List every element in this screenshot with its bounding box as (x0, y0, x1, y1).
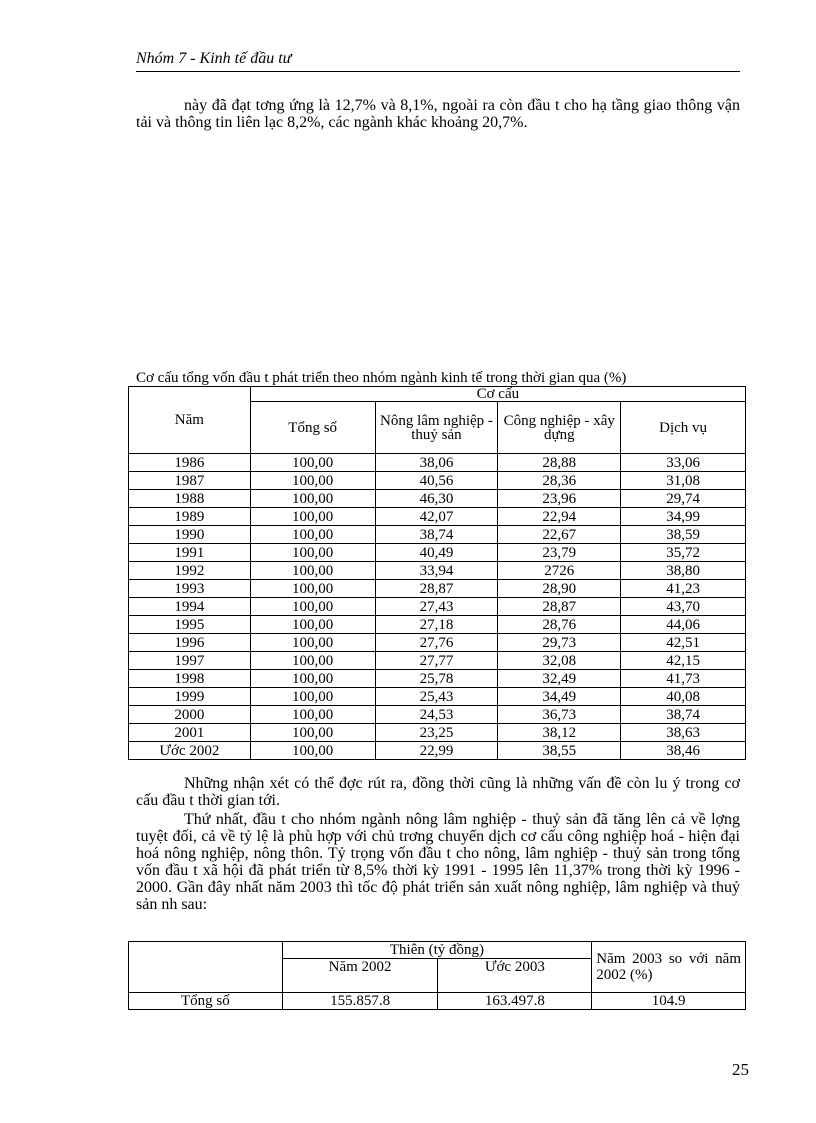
cell-year: 1997 (129, 652, 251, 670)
table-row (129, 634, 746, 652)
cell-agri: 25,43 (375, 688, 498, 706)
cell-industry: 2726 (498, 562, 621, 580)
cell-total: 100,00 (250, 454, 375, 472)
cell-total: 100,00 (250, 562, 375, 580)
cell-industry: 28,87 (498, 598, 621, 616)
cell-agri: 38,06 (375, 454, 498, 472)
cell-total: 100,00 (250, 598, 375, 616)
col-group-header: Cơ cấu (250, 387, 745, 402)
table-row (129, 526, 746, 544)
cell-agri: 42,07 (375, 508, 498, 526)
cell-service: 33,06 (621, 454, 746, 472)
cell-agri: 40,56 (375, 472, 498, 490)
cell-total: 100,00 (250, 634, 375, 652)
cell-agri: 22,99 (375, 742, 498, 760)
cell-total: 100,00 (250, 490, 375, 508)
t2-val-2003: 163.497.8 (438, 993, 592, 1010)
cell-year: 1987 (129, 472, 251, 490)
table-row (129, 544, 746, 562)
cell-year: 1989 (129, 508, 251, 526)
cell-year: 1991 (129, 544, 251, 562)
cell-total: 100,00 (250, 472, 375, 490)
col-total-header: Tổng số (250, 402, 375, 454)
cell-year: 1998 (129, 670, 251, 688)
table-row (129, 562, 746, 580)
table-row (129, 670, 746, 688)
cell-year: 1994 (129, 598, 251, 616)
table-row (129, 598, 746, 616)
cell-total: 100,00 (250, 616, 375, 634)
cell-agri: 24,53 (375, 706, 498, 724)
cell-service: 40,08 (621, 688, 746, 706)
cell-agri: 38,74 (375, 526, 498, 544)
cell-agri: 27,76 (375, 634, 498, 652)
cell-service: 42,51 (621, 634, 746, 652)
col-agri-header: Nông lâm nghiệp - thuỷ sản (375, 402, 498, 454)
cell-industry: 28,76 (498, 616, 621, 634)
production-table (128, 941, 746, 1010)
t2-val-2002: 155.857.8 (282, 993, 438, 1010)
table-row (129, 472, 746, 490)
cell-industry: 22,67 (498, 526, 621, 544)
t2-row-label: Tổng số (129, 993, 283, 1010)
t2-ratio-header: Năm 2003 so với năm 2002 (%) (592, 942, 746, 993)
cell-service: 38,63 (621, 724, 746, 742)
cell-total: 100,00 (250, 706, 375, 724)
t2-group-header: Thiên (tỷ đồng) (282, 942, 592, 959)
cell-industry: 32,08 (498, 652, 621, 670)
cell-total: 100,00 (250, 742, 375, 760)
cell-service: 38,59 (621, 526, 746, 544)
cell-agri: 28,87 (375, 580, 498, 598)
cell-agri: 40,49 (375, 544, 498, 562)
cell-total: 100,00 (250, 652, 375, 670)
cell-industry: 28,36 (498, 472, 621, 490)
cell-year: 2000 (129, 706, 251, 724)
cell-total: 100,00 (250, 544, 375, 562)
cell-industry: 36,73 (498, 706, 621, 724)
cell-agri: 27,43 (375, 598, 498, 616)
col-service-header: Dịch vụ (621, 402, 746, 454)
cell-year: 1996 (129, 634, 251, 652)
cell-industry: 22,94 (498, 508, 621, 526)
investment-structure-table (128, 386, 746, 760)
cell-service: 43,70 (621, 598, 746, 616)
cell-year: 1990 (129, 526, 251, 544)
cell-agri: 27,18 (375, 616, 498, 634)
table-row (129, 652, 746, 670)
cell-year: 1986 (129, 454, 251, 472)
cell-year: 1992 (129, 562, 251, 580)
t2-2003-header: Ước 2003 (438, 959, 592, 993)
para-first-point: Thứ nhất, đầu t cho nhóm ngành nông lâm nghiệp - thuỷ sản đã tăng lên cả về lợng tuyệt đối, cả về tỷ lệ là phù hợp với chủ trơng chuyển dịch cơ cấu công nghiệp hoá - hiện đại hoá nông nghiệp, nông thôn. Tỷ trọng vốn đầu t cho nông, lâm nghiệp - thuỷ sản trong tổng vốn đầu t xã hội đã phát triển từ 8,5% thời kỳ 1991 - 1995 lên 11,37% trong thời kỳ 1996 - 2000. Gần đây nhất năm 2003 thì tốc độ phát triển sản xuất nông nghiệp, lâm nghiệp và thuỷ sản nh sau: (136, 811, 740, 913)
cell-service: 38,46 (621, 742, 746, 760)
table-row (129, 742, 746, 760)
cell-year: 1995 (129, 616, 251, 634)
cell-year: 1993 (129, 580, 251, 598)
table-row (129, 706, 746, 724)
cell-service: 38,80 (621, 562, 746, 580)
table-row (129, 490, 746, 508)
cell-total: 100,00 (250, 670, 375, 688)
cell-industry: 34,49 (498, 688, 621, 706)
cell-year: 1999 (129, 688, 251, 706)
para-observations: Những nhận xét có thể đợc rút ra, đồng thời cũng là những vấn đề còn lu ý trong cơ cấu đầu t thời gian tới. (136, 775, 740, 809)
cell-agri: 33,94 (375, 562, 498, 580)
table-row (129, 508, 746, 526)
t2-blank-header (129, 942, 283, 993)
cell-service: 29,74 (621, 490, 746, 508)
cell-service: 34,99 (621, 508, 746, 526)
cell-service: 41,73 (621, 670, 746, 688)
cell-industry: 28,88 (498, 454, 621, 472)
cell-industry: 28,90 (498, 580, 621, 598)
cell-total: 100,00 (250, 688, 375, 706)
cell-industry: 38,55 (498, 742, 621, 760)
table-row (129, 454, 746, 472)
cell-service: 31,08 (621, 472, 746, 490)
cell-industry: 29,73 (498, 634, 621, 652)
cell-agri: 23,25 (375, 724, 498, 742)
page-header: Nhóm 7 - Kinh tế đầu tư (136, 50, 740, 72)
cell-total: 100,00 (250, 508, 375, 526)
table-row (129, 724, 746, 742)
cell-year: 1988 (129, 490, 251, 508)
cell-year: Ước 2002 (129, 742, 251, 760)
table1-caption: Cơ cấu tổng vốn đầu t phát triển theo nhóm ngành kinh tế trong thời gian qua (%) (136, 370, 627, 386)
table-row (129, 688, 746, 706)
col-year-header: Năm (129, 387, 251, 454)
cell-industry: 32,49 (498, 670, 621, 688)
cell-total: 100,00 (250, 526, 375, 544)
cell-service: 42,15 (621, 652, 746, 670)
cell-agri: 27,77 (375, 652, 498, 670)
t2-val-ratio: 104.9 (592, 993, 746, 1010)
cell-service: 41,23 (621, 580, 746, 598)
cell-total: 100,00 (250, 580, 375, 598)
t2-2002-header: Năm 2002 (282, 959, 438, 993)
intro-paragraph: này đã đạt tơng ứng là 12,7% và 8,1%, ngoài ra còn đầu t cho hạ tầng giao thông vận tải và thông tin liên lạc 8,2%, các ngành khác khoảng 20,7%. (136, 97, 740, 131)
cell-service: 44,06 (621, 616, 746, 634)
cell-service: 38,74 (621, 706, 746, 724)
col-industry-header: Công nghiệp - xây dựng (498, 402, 621, 454)
cell-industry: 23,96 (498, 490, 621, 508)
cell-agri: 25,78 (375, 670, 498, 688)
cell-total: 100,00 (250, 724, 375, 742)
cell-industry: 38,12 (498, 724, 621, 742)
cell-agri: 46,30 (375, 490, 498, 508)
cell-service: 35,72 (621, 544, 746, 562)
table-row (129, 580, 746, 598)
page-number: 25 (732, 1060, 749, 1079)
cell-year: 2001 (129, 724, 251, 742)
cell-industry: 23,79 (498, 544, 621, 562)
table-row (129, 616, 746, 634)
